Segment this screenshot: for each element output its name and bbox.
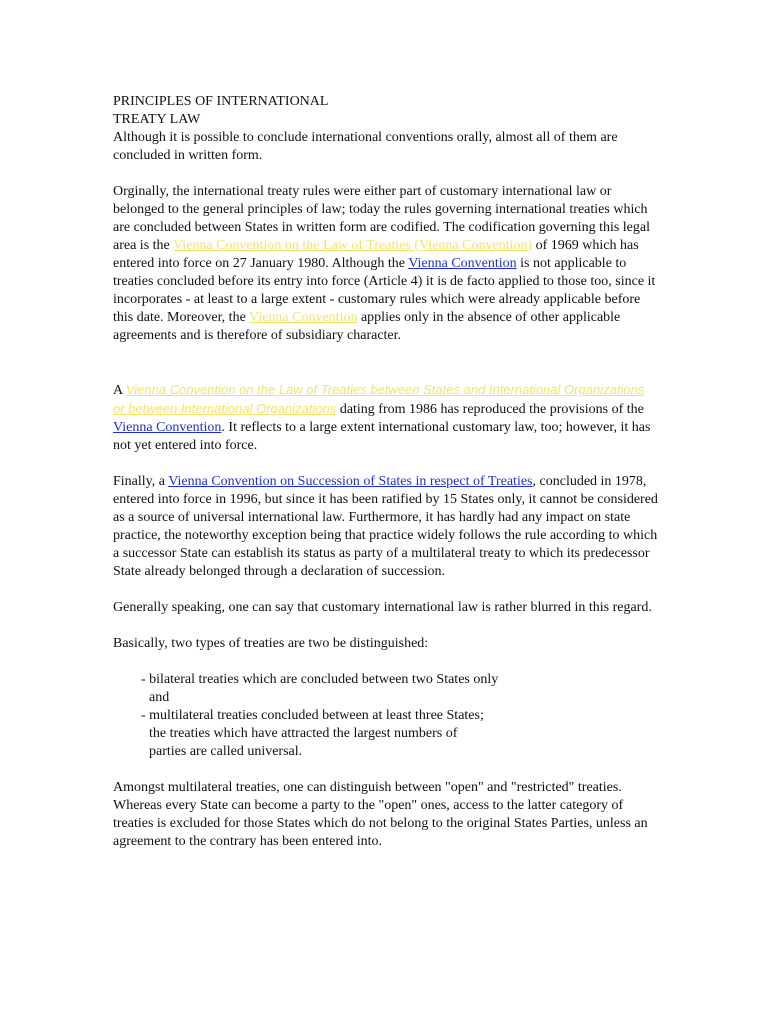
continuation-text: the treaties which have attracted the largest numbers of [149, 726, 458, 741]
document-page [113, 93, 658, 869]
document-title [113, 93, 658, 129]
continuation-text: parties are called universal. [149, 744, 303, 759]
spacer [113, 363, 658, 381]
paragraph-intro: Although it is possible to conclude international conventions orally, almost all of them are concluded in written form. [113, 130, 618, 163]
paragraph-1986-convention [113, 381, 658, 455]
link-vienna-convention[interactable]: Vienna Convention [408, 256, 517, 271]
title-line-1: PRINCIPLES OF INTERNATIONAL [113, 94, 329, 109]
paragraph-types-intro: Basically, two types of treaties are two be distinguished: [113, 636, 429, 651]
list-item-multilateral-cont-2 [141, 743, 658, 761]
and-text: and [149, 690, 170, 705]
text-segment: A [113, 383, 126, 398]
list-item-bilateral: - bilateral treaties which are concluded between two States only [141, 672, 499, 687]
paragraph-customary-law: Generally speaking, one can say that customary international law is rather blurred in this regard. [113, 600, 652, 615]
link-vienna-convention-international-organizations[interactable]: Vienna Convention on the Law of Treaties between States and International Organizations or between International Organizations [113, 382, 645, 416]
title-line-2: TREATY LAW [113, 112, 201, 127]
list-item-multilateral-cont-1 [141, 725, 658, 743]
list-item-and [141, 689, 658, 707]
link-vienna-convention-succession-of-states[interactable]: Vienna Convention on Succession of States in respect of Treaties [168, 474, 533, 489]
text-segment: . It reflects to a large extent international customary law, too; however, it has not yet entered into force. [113, 420, 651, 453]
text-segment: Finally, a [113, 474, 169, 489]
text-segment: Orginally, the international treaty rules were either part of customary international law or belonged to the general principles of law; today the rules governing international treaties which are concluded between States in written form are codified. The codification governing this legal area is the [113, 184, 650, 253]
text-segment: , concluded in 1978, entered into force in 1996, but since it has been ratified by 15 States only, it cannot be considered as a source of universal international law. Furthermore, it has hardly had any impact on state practice, the noteworthy exception being that practice widely follows the rule according to which a successor State can establish its status as party of a multilateral treaty to which its predecessor State already belonged through a declaration of succession. [113, 474, 658, 579]
text-segment: is not applicable to treaties concluded before its entry into force (Article 4) it is de facto applied to those too, since it incorporates - at least to a large extent - customary rules which were already applicable before this date. Moreover, the [113, 256, 656, 325]
text-segment: applies only in the absence of other applicable agreements and is therefore of subsidiary character. [113, 310, 621, 343]
link-vienna-convention-3[interactable]: Vienna Convention [113, 420, 222, 435]
list-item-multilateral: - multilateral treaties concluded between at least three States; [141, 708, 484, 723]
link-vienna-convention-2[interactable]: Vienna Convention [249, 310, 358, 325]
treaty-types-list [113, 671, 658, 761]
text-segment: of 1969 which has entered into force on 27 January 1980. Although the [113, 238, 639, 271]
paragraph-open-restricted: Amongst multilateral treaties, one can distinguish between "open" and "restricted" treaties. Whereas every State can become a party to the "open" ones, access to the latter category of treaties is excluded for those States which do not belong to the original States Parties, unless an agreement to the contrary has been entered into. [113, 780, 648, 849]
paragraph-succession [113, 473, 658, 581]
link-vienna-convention-law-of-treaties[interactable]: Vienna Convention on the Law of Treaties (Vienna Convention) [173, 238, 533, 253]
paragraph-codification [113, 183, 658, 345]
text-segment: dating from 1986 has reproduced the provisions of the [336, 402, 644, 417]
